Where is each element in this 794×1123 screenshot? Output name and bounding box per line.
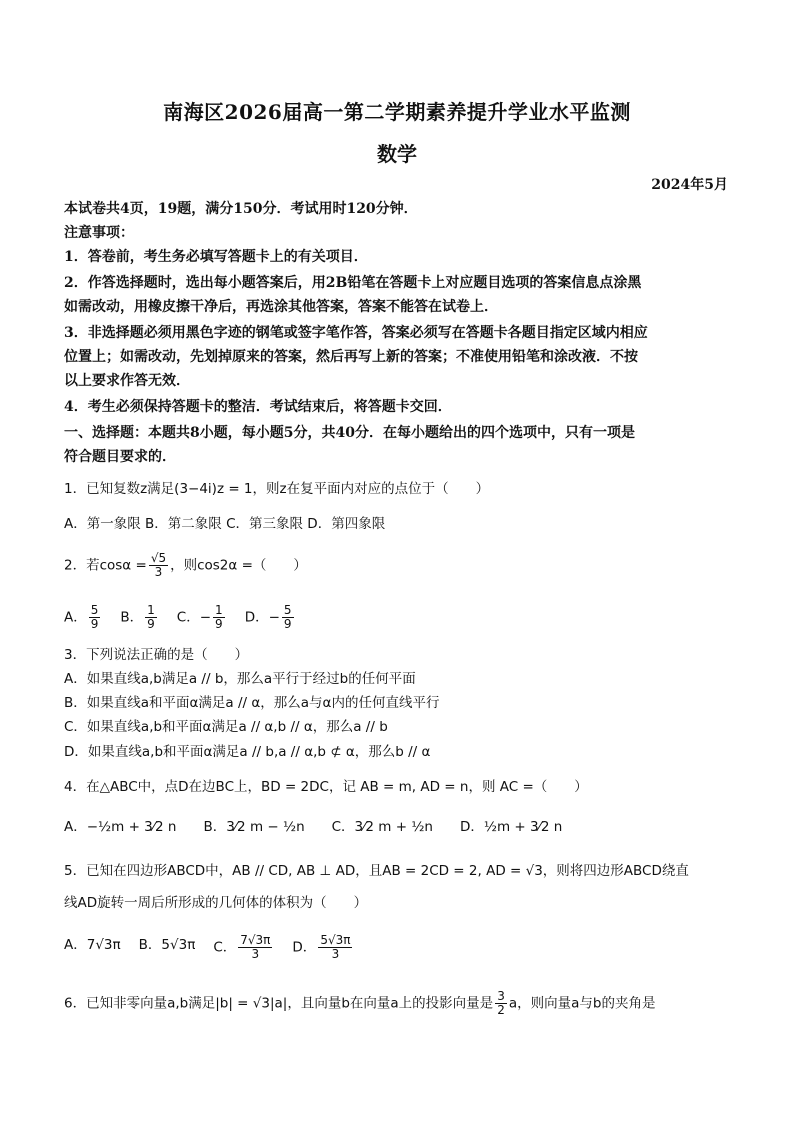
q2-option-d-label: D．− xyxy=(244,609,280,626)
q2-d-den: 9 xyxy=(283,617,292,631)
q6-stem-post: a，则向量a与b的夹角是 xyxy=(508,995,656,1012)
notice-2b: 如需改动，用橡皮擦干净后，再选涂其他答案，答案不能答在试卷上． xyxy=(64,299,498,315)
exam-summary: 本试卷共4页，19题，满分150分．考试用时120分钟． xyxy=(64,201,418,217)
q5-option-c-label: C． xyxy=(213,939,237,956)
q5-option-d xyxy=(292,934,354,961)
question-3-option-d: D．如果直线a,b和平面α满足a // b,a // α,b ⊄ α，那么b // α xyxy=(64,744,431,760)
question-1-options: A．第一象限 B．第二象限 C．第三象限 D．第四象限 xyxy=(64,516,386,532)
question-5a: 5．已知在四边形ABCD中，AB // CD, AB ⊥ AD，且AB = 2CD = 2, AD = √3，则将四边形ABCD绕直 xyxy=(64,863,689,879)
question-4-options: A．−½m + 3⁄2 n B．3⁄2 m − ½n C．3⁄2 m + ½n D．½m + 3⁄2 n xyxy=(64,819,563,835)
q2-option-c xyxy=(177,604,227,631)
q2-option-a-label: A． xyxy=(64,609,87,626)
q5-option-d-frac xyxy=(318,934,352,961)
q2-option-d-frac xyxy=(282,604,294,631)
question-5b: 线AD旋转一周后所形成的几何体的体积为（ ） xyxy=(64,895,368,911)
question-5-options xyxy=(64,934,734,961)
q2-stem-post: ，则cos2α =（ ） xyxy=(170,557,307,574)
q2-option-a-frac xyxy=(89,604,101,631)
notice-4: 4．考生必须保持答题卡的整洁．考试结束后，将答题卡交回． xyxy=(64,399,452,415)
q2-a-num: 5 xyxy=(90,603,99,617)
q2-a-den: 9 xyxy=(90,617,99,631)
q2-b-num: 1 xyxy=(147,603,155,617)
q5-option-c xyxy=(213,934,274,961)
q5-c-den: 3 xyxy=(251,947,260,961)
question-2 xyxy=(64,552,734,579)
q5-d-num: 5√3π xyxy=(320,933,351,947)
q2-numerator: √5 xyxy=(150,551,167,565)
q5-d-den: 3 xyxy=(331,947,340,961)
q5-c-num: 7√3π xyxy=(240,933,271,947)
question-3-option-b: B．如果直线a和平面α满足a // α，那么a与α内的任何直线平行 xyxy=(64,695,440,711)
notice-1: 1．答卷前，考生务必填写答题卡上的有关项目． xyxy=(64,249,368,265)
q2-d-num: 5 xyxy=(283,603,292,617)
q2-fraction xyxy=(149,552,168,579)
question-3-option-c: C．如果直线a,b和平面α满足a // α,b // α，那么a // b xyxy=(64,719,388,735)
subject-title: 数学 xyxy=(377,142,417,166)
notice-2a: 2．作答选择题时，选出每小题答案后，用2B铅笔在答题卡上对应题目选项的答案信息点涂黑 xyxy=(64,275,642,291)
q2-option-b xyxy=(120,604,158,631)
q6-num: 3 xyxy=(497,989,505,1003)
q6-fraction xyxy=(495,990,507,1017)
q2-option-b-label: B． xyxy=(120,609,144,626)
section-heading-b: 符合题目要求的． xyxy=(64,449,176,465)
notice-title: 注意事项： xyxy=(64,225,134,241)
q2-option-c-label: C．− xyxy=(176,609,212,626)
exam-date: 2024年5月 xyxy=(651,177,728,193)
question-4: 4．在△ABC中，点D在边BC上，BD = 2DC，记 AB = m, AD = n，则 AC =（ ） xyxy=(64,779,588,795)
exam-title: 南海区2026届高一第二学期素养提升学业水平监测 xyxy=(163,100,631,124)
q2-denominator: 3 xyxy=(154,565,163,579)
notice-3a: 3．非选择题必须用黑色字迹的钢笔或签字笔作答，答案必须写在答题卡各题目指定区域内相应 xyxy=(64,325,648,341)
q5-option-c-frac xyxy=(238,934,272,961)
q2-stem-pre: 2．若cosα = xyxy=(64,557,147,574)
question-3-option-a: A．如果直线a,b满足a // b，那么a平行于经过b的任何平面 xyxy=(64,671,416,687)
question-2-options xyxy=(64,604,734,631)
question-1: 1．已知复数z满足(3−4i)z = 1，则z在复平面内对应的点位于（ ） xyxy=(64,481,490,497)
q5-option-d-label: D． xyxy=(292,939,317,956)
q2-option-b-frac xyxy=(145,604,157,631)
q6-den: 2 xyxy=(497,1003,505,1017)
q2-c-den: 9 xyxy=(215,617,223,631)
q6-stem-pre: 6．已知非零向量a,b满足|b| = √3|a|，且向量b在向量a上的投影向量是 xyxy=(64,995,494,1012)
q2-option-d xyxy=(245,604,296,631)
q2-option-c-frac xyxy=(213,604,225,631)
section-heading-a: 一、选择题：本题共8小题，每小题5分，共40分．在每小题给出的四个选项中，只有一项是 xyxy=(64,425,635,441)
q2-option-a xyxy=(64,604,102,631)
q2-b-den: 9 xyxy=(147,617,155,631)
notice-3c: 以上要求作答无效． xyxy=(64,373,190,389)
notice-3b: 位置上；如需改动，先划掉原来的答案，然后再写上新的答案；不准使用铅笔和涂改液．不按 xyxy=(64,349,638,365)
question-6 xyxy=(64,990,734,1017)
q2-c-num: 1 xyxy=(215,603,223,617)
q5-option-a: A．7√3π xyxy=(64,937,121,953)
question-3: 3．下列说法正确的是（ ） xyxy=(64,647,249,663)
q5-option-b: B．5√3π xyxy=(138,937,196,953)
